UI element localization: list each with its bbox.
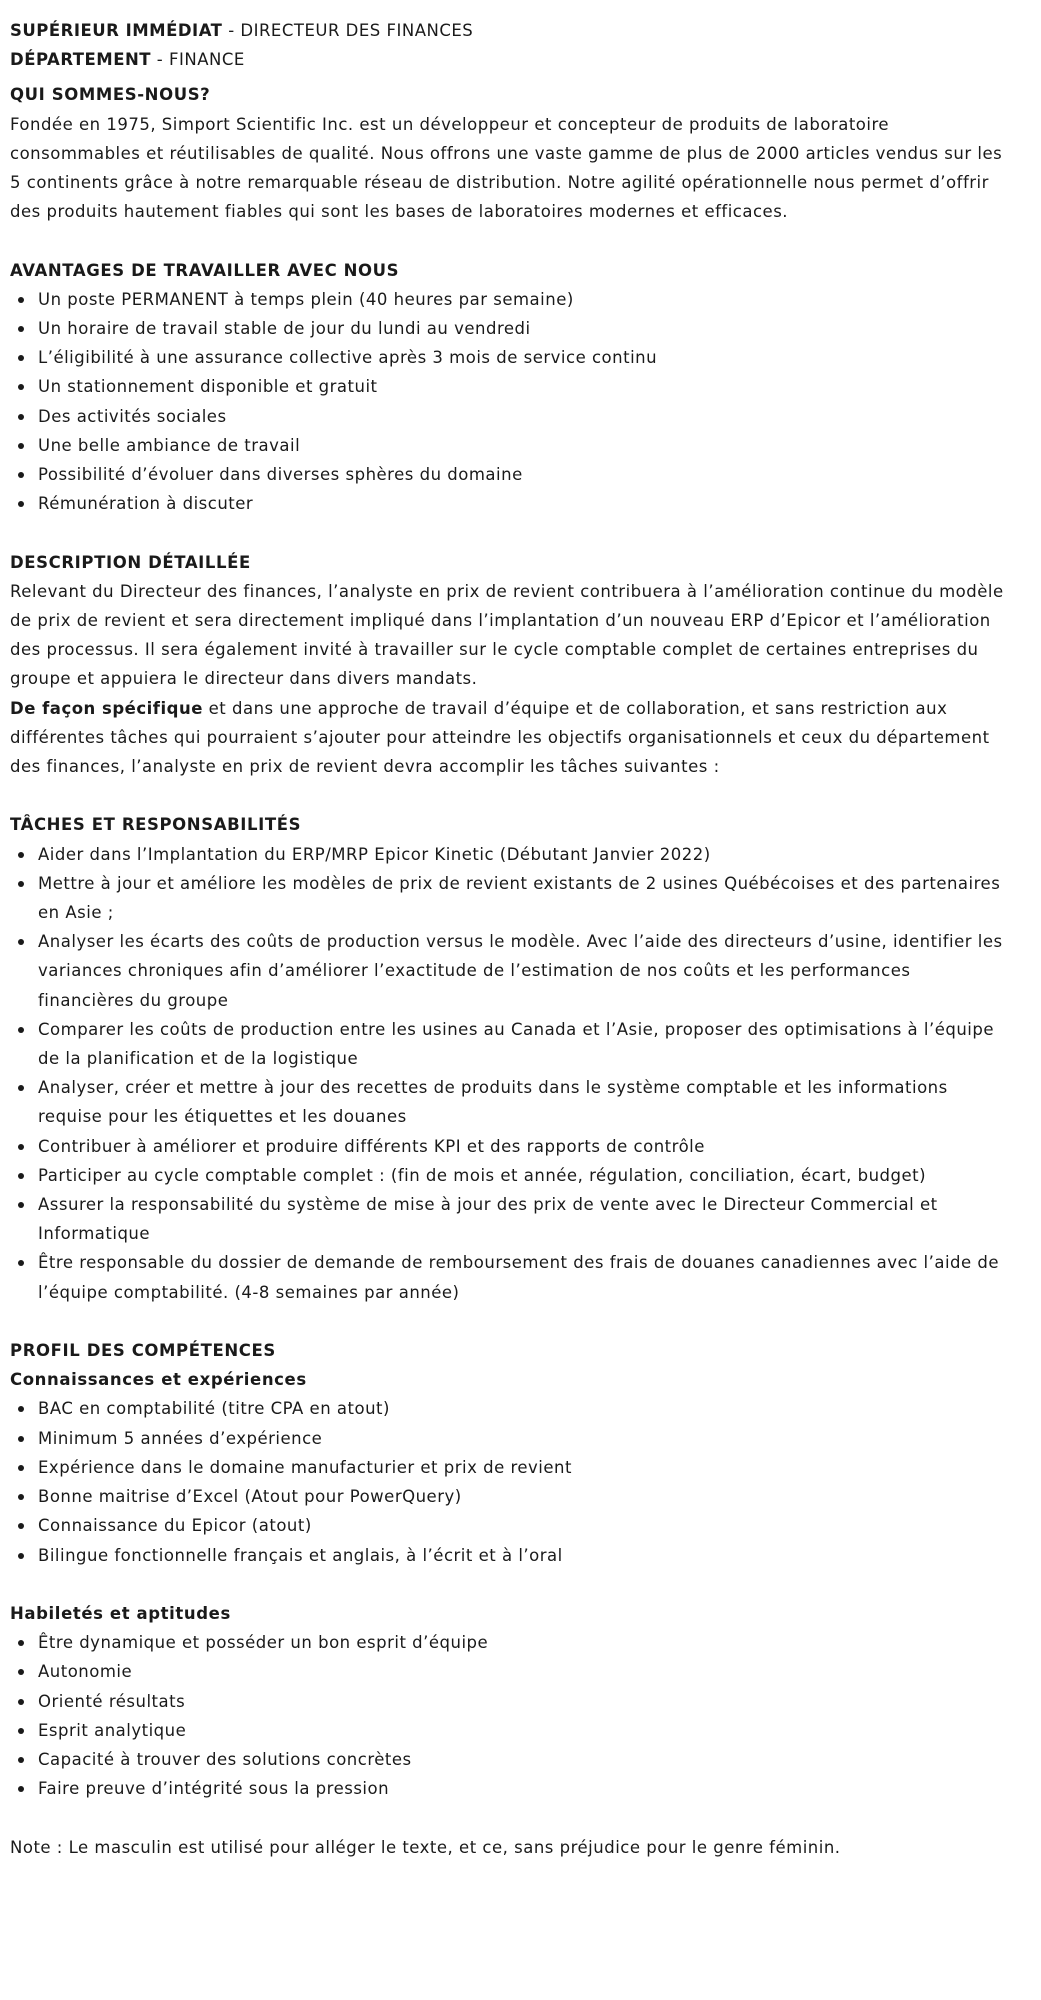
list-item: BAC en comptabilité (titre CPA en atout) <box>10 1394 1010 1423</box>
list-item: Bilingue fonctionnelle français et anglais, à l’écrit et à l’oral <box>10 1541 1010 1570</box>
description-text: Relevant du Directeur des finances, l’analyste en prix de revient contribuera à l’amélioration continue du modèle de prix de revient et sera directement impliqué dans l’implantation d’un nouveau ERP d’Epicor et l’amélioration des processus. Il sera également invité à travailler sur le cycle comptable complet de certaines entreprises du groupe et appuiera le directeur dans divers mandats. <box>10 581 1004 689</box>
tasks-heading: TÂCHES ET RESPONSABILITÉS <box>10 815 302 835</box>
department-value: - FINANCE <box>151 50 245 70</box>
superior-line <box>10 16 1010 45</box>
list-item: Expérience dans le domaine manufacturier et prix de revient <box>10 1453 1010 1482</box>
list-item: Esprit analytique <box>10 1716 1010 1745</box>
knowledge-heading: Connaissances et expériences <box>10 1370 307 1390</box>
list-item: Possibilité d’évoluer dans diverses sphères du domaine <box>10 460 1010 489</box>
list-item: L’éligibilité à une assurance collective après 3 mois de service continu <box>10 343 1010 372</box>
description-heading: DESCRIPTION DÉTAILLÉE <box>10 552 251 572</box>
list-item: Rémunération à discuter <box>10 489 1010 518</box>
list-item: Mettre à jour et améliore les modèles de prix de revient existants de 2 usines Québécoises et des partenaires en Asie ; <box>10 869 1010 927</box>
list-item: Capacité à trouver des solutions concrètes <box>10 1745 1010 1774</box>
list-item: Contribuer à améliorer et produire différents KPI et des rapports de contrôle <box>10 1132 1010 1161</box>
about-heading: QUI SOMMES-NOUS? <box>10 85 211 105</box>
list-item: Faire preuve d’intégrité sous la pression <box>10 1774 1010 1803</box>
list-item: Orienté résultats <box>10 1687 1010 1716</box>
superior-label: SUPÉRIEUR IMMÉDIAT <box>10 21 223 40</box>
list-item: Des activités sociales <box>10 402 1010 431</box>
about-text: Fondée en 1975, Simport Scientific Inc. est un développeur et concepteur de produits de laboratoire consommables et réutilisables de qualité. Nous offrons une vaste gamme de plus de 2000 articles vendus sur les 5 continents grâce à notre remarquable réseau de distribution. Notre agilité opérationnelle nous permet d’offrir des produits hautement fiables qui sont les bases de laboratoires modernes et efficaces. <box>10 114 1003 222</box>
list-item: Connaissance du Epicor (atout) <box>10 1511 1010 1540</box>
description-specific <box>10 694 1010 782</box>
list-item: Un horaire de travail stable de jour du lundi au vendredi <box>10 314 1010 343</box>
profile-heading: PROFIL DES COMPÉTENCES <box>10 1341 276 1361</box>
gender-note: Note : Le masculin est utilisé pour alléger le texte, et ce, sans préjudice pour le genre féminin. <box>10 1837 841 1857</box>
list-item: Autonomie <box>10 1657 1010 1686</box>
advantages-list <box>10 285 1010 519</box>
list-item: Assurer la responsabilité du système de mise à jour des prix de vente avec le Directeur Commercial et Informatique <box>10 1190 1010 1248</box>
list-item: Comparer les coûts de production entre les usines au Canada et l’Asie, proposer des optimisations à l’équipe de la planification et de la logistique <box>10 1015 1010 1073</box>
job-posting-document <box>10 16 1010 1862</box>
knowledge-list <box>10 1394 1010 1569</box>
tasks-list <box>10 840 1010 1307</box>
description-specific-bold: De façon spécifique <box>10 698 203 718</box>
list-item: Aider dans l’Implantation du ERP/MRP Epicor Kinetic (Débutant Janvier 2022) <box>10 840 1010 869</box>
skills-list <box>10 1628 1010 1803</box>
list-item: Bonne maitrise d’Excel (Atout pour PowerQuery) <box>10 1482 1010 1511</box>
list-item: Minimum 5 années d’expérience <box>10 1424 1010 1453</box>
department-line <box>10 45 1010 74</box>
department-label: DÉPARTEMENT <box>10 50 152 70</box>
list-item: Une belle ambiance de travail <box>10 431 1010 460</box>
list-item: Être dynamique et posséder un bon esprit d’équipe <box>10 1628 1010 1657</box>
list-item: Un poste PERMANENT à temps plein (40 heures par semaine) <box>10 285 1010 314</box>
advantages-heading: AVANTAGES DE TRAVAILLER AVEC NOUS <box>10 260 400 280</box>
list-item: Participer au cycle comptable complet : (fin de mois et année, régulation, conciliation, écart, budget) <box>10 1161 1010 1190</box>
description-specific-text: et dans une approche de travail d’équipe et de collaboration, et sans restriction aux différentes tâches qui pourraient s’ajouter pour atteindre les objectifs organisationnels et ceux du département des finances, l’analyste en prix de revient devra accomplir les tâches suivantes : <box>10 698 990 777</box>
list-item: Être responsable du dossier de demande de remboursement des frais de douanes canadiennes avec l’aide de l’équipe comptabilité. (4-8 semaines par année) <box>10 1248 1010 1306</box>
list-item: Un stationnement disponible et gratuit <box>10 372 1010 401</box>
list-item: Analyser, créer et mettre à jour des recettes de produits dans le système comptable et les informations requise pour les étiquettes et les douanes <box>10 1073 1010 1131</box>
list-item: Analyser les écarts des coûts de production versus le modèle. Avec l’aide des directeurs d’usine, identifier les variances chroniques afin d’améliorer l’exactitude de l’estimation de nos coûts et les performances financières du groupe <box>10 927 1010 1015</box>
superior-value: - DIRECTEUR DES FINANCES <box>222 21 474 40</box>
skills-heading: Habiletés et aptitudes <box>10 1603 231 1623</box>
